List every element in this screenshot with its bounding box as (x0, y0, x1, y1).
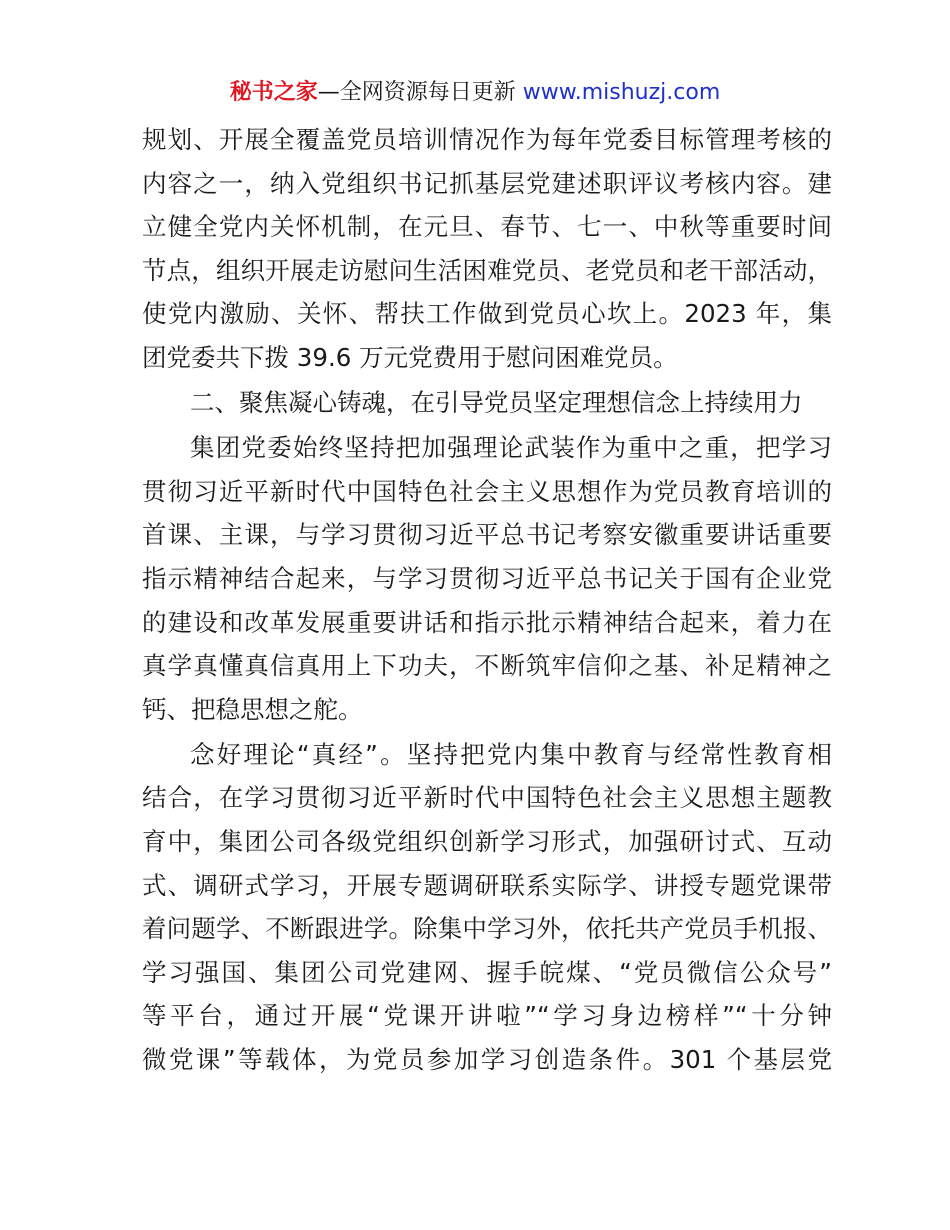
text-line: 使党内激励、关怀、帮扶工作做到党员心坎上。2023 年，集 (142, 299, 832, 329)
text-line: 着问题学、不断跟进学。除集中学习外，依托共产党员手机报、 (142, 914, 832, 944)
text-line: 首课、主课，与学习贯彻习近平总书记考察安徽重要讲话重要 (142, 520, 832, 550)
text-line: 贯彻习近平新时代中国特色社会主义思想作为党员教育培训的 (142, 476, 832, 506)
site-header (0, 76, 950, 110)
site-tagline: —全网资源每日更新 (317, 80, 516, 105)
text-line: 微党课”等载体，为党员参加学习创造条件。301 个基层党 (142, 1044, 832, 1074)
paragraph (142, 118, 832, 380)
text-line: 节点，组织开展走访慰问生活困难党员、老党员和老干部活动， (142, 255, 832, 285)
paragraph (142, 733, 832, 1082)
text-line: 的建设和改革发展重要讲话和指示批示精神结合起来，着力在 (142, 607, 832, 637)
document-body (142, 118, 832, 1082)
text-line: 团党委共下拨 39.6 万元党费用于慰问困难党员。 (142, 342, 678, 372)
text-line: 内容之一，纳入党组织书记抓基层党建述职评议考核内容。建 (142, 168, 832, 198)
text-line: 等平台，通过开展“党课开讲啦”“学习身边榜样”“十分钟 (142, 1001, 832, 1031)
text-line: 念好理论“真经”。坚持把党内集中教育与经常性教育相 (190, 739, 832, 769)
text-line: 真学真懂真信真用上下功夫，不断筑牢信仰之基、补足精神之 (142, 651, 832, 681)
text-line: 学习强国、集团公司党建网、握手皖煤、“党员微信公众号” (142, 957, 832, 987)
text-line: 结合，在学习贯彻习近平新时代中国特色社会主义思想主题教 (142, 783, 832, 813)
text-line: 钙、把稳思想之舵。 (142, 694, 363, 724)
text-line: 育中，集团公司各级党组织创新学习形式，加强研讨式、互动 (142, 827, 832, 856)
heading-line: 二、聚焦凝心铸魂，在引导党员坚定理想信念上持续用力 (190, 388, 803, 418)
paragraph (142, 426, 832, 731)
text-line: 指示精神结合起来，与学习贯彻习近平总书记关于国有企业党 (142, 563, 832, 593)
text-line: 规划、开展全覆盖党员培训情况作为每年党委目标管理考核的 (142, 125, 832, 154)
site-url-link[interactable]: www.mishuzj.com (522, 80, 721, 105)
site-brand: 秘书之家 (229, 80, 318, 105)
text-line: 式、调研式学习，开展专题调研联系实际学、讲授专题党课带 (142, 870, 832, 900)
text-line: 立健全党内关怀机制，在元旦、春节、七一、中秋等重要时间 (142, 212, 832, 242)
text-line: 集团党委始终坚持把加强理论武装作为重中之重，把学习 (190, 433, 832, 463)
section-heading (142, 381, 832, 425)
